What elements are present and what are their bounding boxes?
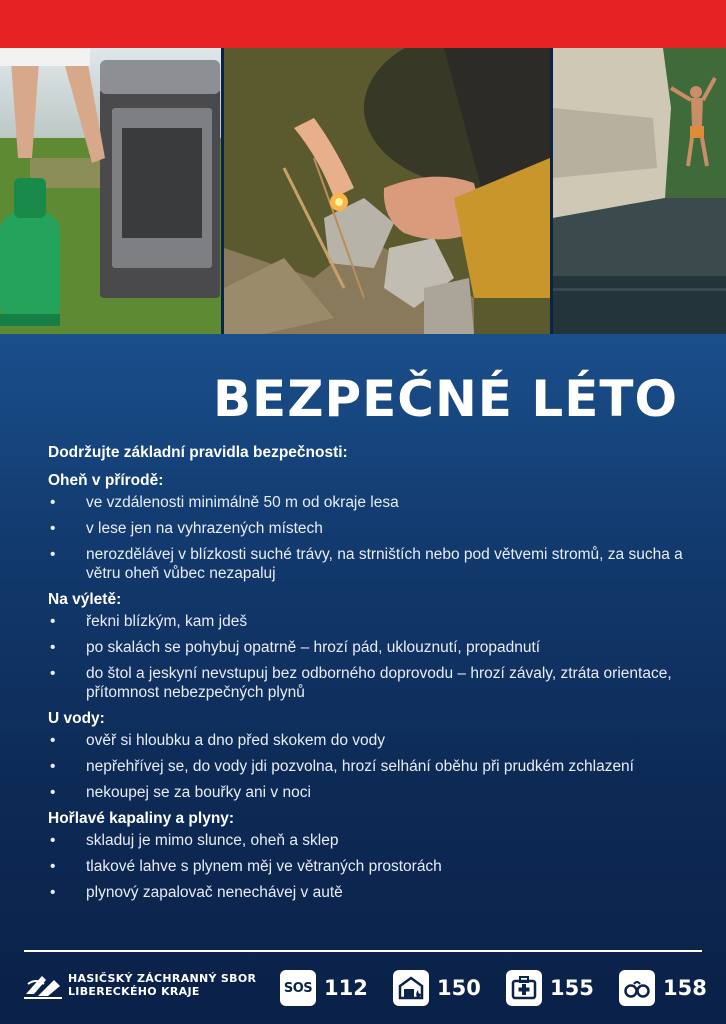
item-text: nekoupej se za bouřky ani v noci — [86, 784, 311, 801]
bullet: • — [50, 665, 56, 682]
handcuffs-icon — [619, 970, 655, 1006]
footer — [24, 968, 707, 1010]
section-title: Oheň v přírodě: — [48, 472, 164, 489]
section-trip — [48, 590, 688, 702]
list-item — [48, 612, 688, 631]
item-text: plynový zapalovač nenechávej v autě — [86, 884, 343, 901]
fire-rescue-logo-icon — [24, 970, 62, 1000]
section-flammables — [48, 809, 688, 902]
emergency-number: 112 — [324, 976, 368, 1000]
photo-strip — [0, 48, 726, 334]
list-item — [48, 731, 688, 750]
list-item — [48, 664, 688, 702]
list-item — [48, 638, 688, 657]
emergency-number: 155 — [550, 976, 594, 1000]
section-title: Na výletě: — [48, 591, 122, 608]
org-name-line1: HASIČSKÝ ZÁCHRANNÝ SBOR — [68, 972, 257, 985]
photo-campfire — [224, 48, 550, 334]
section-title: Hořlavé kapaliny a plyny: — [48, 810, 235, 827]
item-text: nerozdělávej v blízkosti suché trávy, na strništích nebo pod větvemi stromů, za sucha a větru oheň vůbec nezapaluj — [86, 546, 683, 582]
list-item — [48, 883, 688, 902]
bullet: • — [50, 758, 56, 775]
emergency-ambulance — [506, 970, 594, 1006]
item-text: ověř si hloubku a dno před skokem do vody — [86, 732, 385, 749]
headline: BEZPEČNÉ LÉTO — [212, 370, 678, 428]
section-water — [48, 709, 688, 802]
org-name — [68, 972, 256, 998]
bullet: • — [50, 520, 56, 537]
bullet: • — [50, 494, 56, 511]
bullet: • — [50, 884, 56, 901]
campfire-illustration — [224, 48, 550, 334]
bullet: • — [50, 546, 56, 563]
footer-divider — [24, 950, 702, 952]
emergency-police — [619, 970, 707, 1006]
photo-cliff-jump — [553, 48, 726, 334]
safety-rules — [48, 443, 688, 909]
bullet: • — [50, 858, 56, 875]
bullet: • — [50, 613, 56, 630]
list-item — [48, 757, 688, 776]
item-text: po skalách se pohybuj opatrně – hrozí pád, uklouznutí, propadnutí — [86, 639, 541, 656]
org-block — [24, 970, 256, 1000]
item-text: tlakové lahve s plynem měj ve větraných prostorách — [86, 858, 442, 875]
top-red-bar — [0, 0, 726, 48]
list-item — [48, 519, 688, 538]
intro-text: Dodržujte základní pravidla bezpečnosti: — [48, 444, 348, 461]
item-text: skladuj je mimo slunce, oheň a sklep — [86, 832, 339, 849]
item-text: nepřehřívej se, do vody jdi pozvolna, hrozí selhání oběhu při prudkém zchlazení — [86, 758, 634, 775]
first-aid-icon — [506, 970, 542, 1006]
item-text: do štol a jeskyní nevstupuj bez odborného doprovodu – hrozí závaly, ztráta orientace, přítomnost nebezpečných plynů — [86, 665, 672, 701]
emergency-fire — [393, 970, 481, 1006]
gas-grill-illustration — [0, 48, 221, 334]
org-name-line2: LIBERECKÉHO KRAJE — [68, 985, 200, 998]
cliff-jump-illustration — [553, 48, 726, 334]
item-text: řekni blízkým, kam jdeš — [86, 613, 248, 630]
item-text: v lese jen na vyhrazených místech — [86, 520, 323, 537]
photo-gas-grill — [0, 48, 221, 334]
list-item — [48, 545, 688, 583]
bullet: • — [50, 784, 56, 801]
section-title: U vody: — [48, 710, 105, 727]
list-item — [48, 857, 688, 876]
sos-icon — [280, 970, 316, 1006]
emergency-number: 150 — [437, 976, 481, 1000]
list-item — [48, 831, 688, 850]
bullet: • — [50, 639, 56, 656]
list-item — [48, 783, 688, 802]
sos-icon-text: SOS — [283, 980, 313, 996]
list-item — [48, 493, 688, 512]
emergency-sos — [280, 970, 368, 1006]
emergency-number: 158 — [663, 976, 707, 1000]
bullet: • — [50, 832, 56, 849]
item-text: ve vzdálenosti minimálně 50 m od okraje lesa — [86, 494, 399, 511]
bullet: • — [50, 732, 56, 749]
fire-station-icon — [393, 970, 429, 1006]
section-fire — [48, 471, 688, 583]
